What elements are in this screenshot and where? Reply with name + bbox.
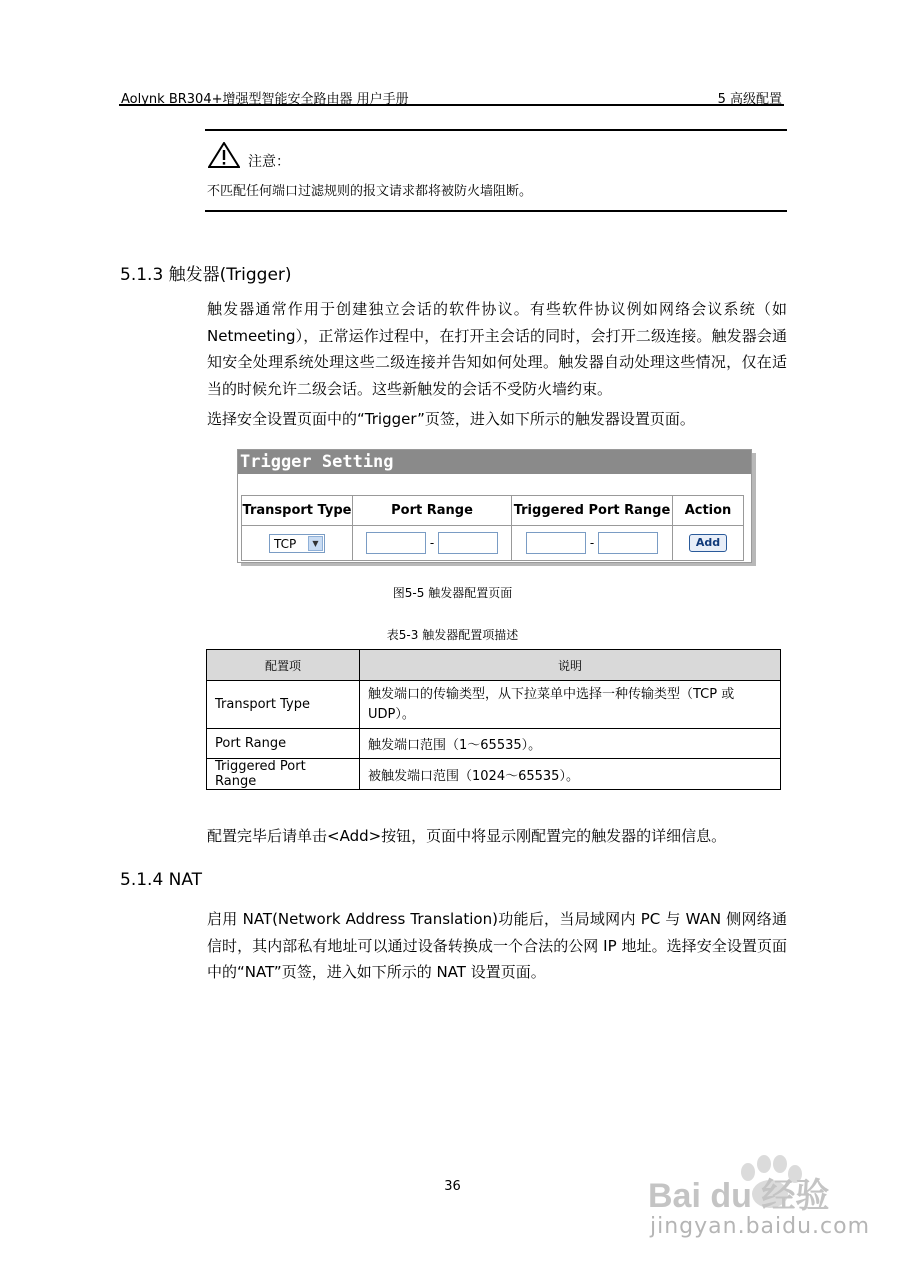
section-heading-nat: 5.1.4 NAT [120, 870, 203, 890]
range-separator: - [429, 536, 435, 550]
table-row [207, 759, 781, 790]
nat-paragraph: 启用 NAT(Network Address Translation)功能后，当局域网内 PC 与 WAN 侧网络通信时，其内部私有地址可以通过设备转换成一个合法的公网 IP 地址。选择安全设置页面中的“NAT”页签，进入如下所示的 NAT 设置页面。 [207, 910, 787, 981]
page-number: 36 [444, 1179, 461, 1194]
chevron-down-icon[interactable]: ▼ [308, 536, 323, 551]
table-row [207, 729, 781, 759]
note-title: 注意： [248, 154, 290, 170]
trigger-tab-paragraph: 选择安全设置页面中的“Trigger”页签，进入如下所示的触发器设置页面。 [207, 410, 695, 428]
triggered-port-end-input[interactable] [598, 532, 658, 554]
warning-icon [208, 142, 240, 168]
table-row [207, 681, 781, 729]
col-transport-type: Transport Type [242, 496, 353, 526]
watermark-logo-text: Bai du 经验 [648, 1177, 830, 1215]
trigger-form-table [241, 495, 744, 561]
add-button[interactable]: Add [689, 534, 727, 552]
port-range-end-input[interactable] [438, 532, 498, 554]
figure-caption: 图5-5 触发器配置页面 [392, 586, 513, 600]
port-range-start-input[interactable] [366, 532, 426, 554]
table-cell-description: 触发端口的传输类型，从下拉菜单中选择一种传输类型（TCP 或 UDP）。 [360, 681, 781, 729]
header-rule [119, 104, 784, 106]
header-doc-title: Aolynk BR304+增强型智能安全路由器 用户手册 [121, 92, 409, 107]
table-cell-item: Port Range [207, 729, 360, 759]
col-action: Action [673, 496, 744, 526]
note-box [205, 129, 787, 212]
table-header-item: 配置项 [207, 650, 360, 681]
description-table [206, 649, 781, 790]
trigger-panel-title: Trigger Setting [238, 450, 751, 474]
transport-type-select[interactable] [269, 534, 325, 553]
range-separator: - [589, 536, 595, 550]
transport-type-value: TCP [274, 536, 297, 551]
trigger-intro-paragraph: 触发器通常作用于创建独立会话的软件协议。有些软件协议例如网络会议系统（如 Netmeeting），正常运作过程中，在打开主会话的同时，会打开二级连接。触发器会通知安全处理系统处理这些二级连接并告知如何处理。触发器自动处理这些情况，仅在适当的时候允许二级会话。这些新触发的会话不受防火墙约束。 [207, 300, 787, 398]
triggered-port-start-input[interactable] [526, 532, 586, 554]
table-header-description: 说明 [360, 650, 781, 681]
col-port-range: Port Range [353, 496, 512, 526]
table-caption: 表5-3 触发器配置项描述 [386, 628, 519, 642]
col-triggered-port-range: Triggered Port Range [512, 496, 673, 526]
after-table-paragraph: 配置完毕后请单击<Add>按钮，页面中将显示刚配置完的触发器的详细信息。 [207, 827, 727, 845]
table-cell-item: Transport Type [207, 681, 360, 729]
trigger-setting-panel [237, 449, 752, 563]
table-cell-description: 被触发端口范围（1024～65535）。 [360, 759, 781, 790]
table-cell-description: 触发端口范围（1～65535）。 [360, 729, 781, 759]
section-heading-trigger: 5.1.3 触发器(Trigger) [120, 265, 292, 285]
table-cell-item: Triggered Port Range [207, 759, 360, 790]
watermark-url: jingyan.baidu.com [650, 1214, 871, 1239]
header-chapter: 5 高级配置 [717, 92, 782, 107]
note-text: 不匹配任何端口过滤规则的报文请求都将被防火墙阻断。 [207, 184, 533, 199]
